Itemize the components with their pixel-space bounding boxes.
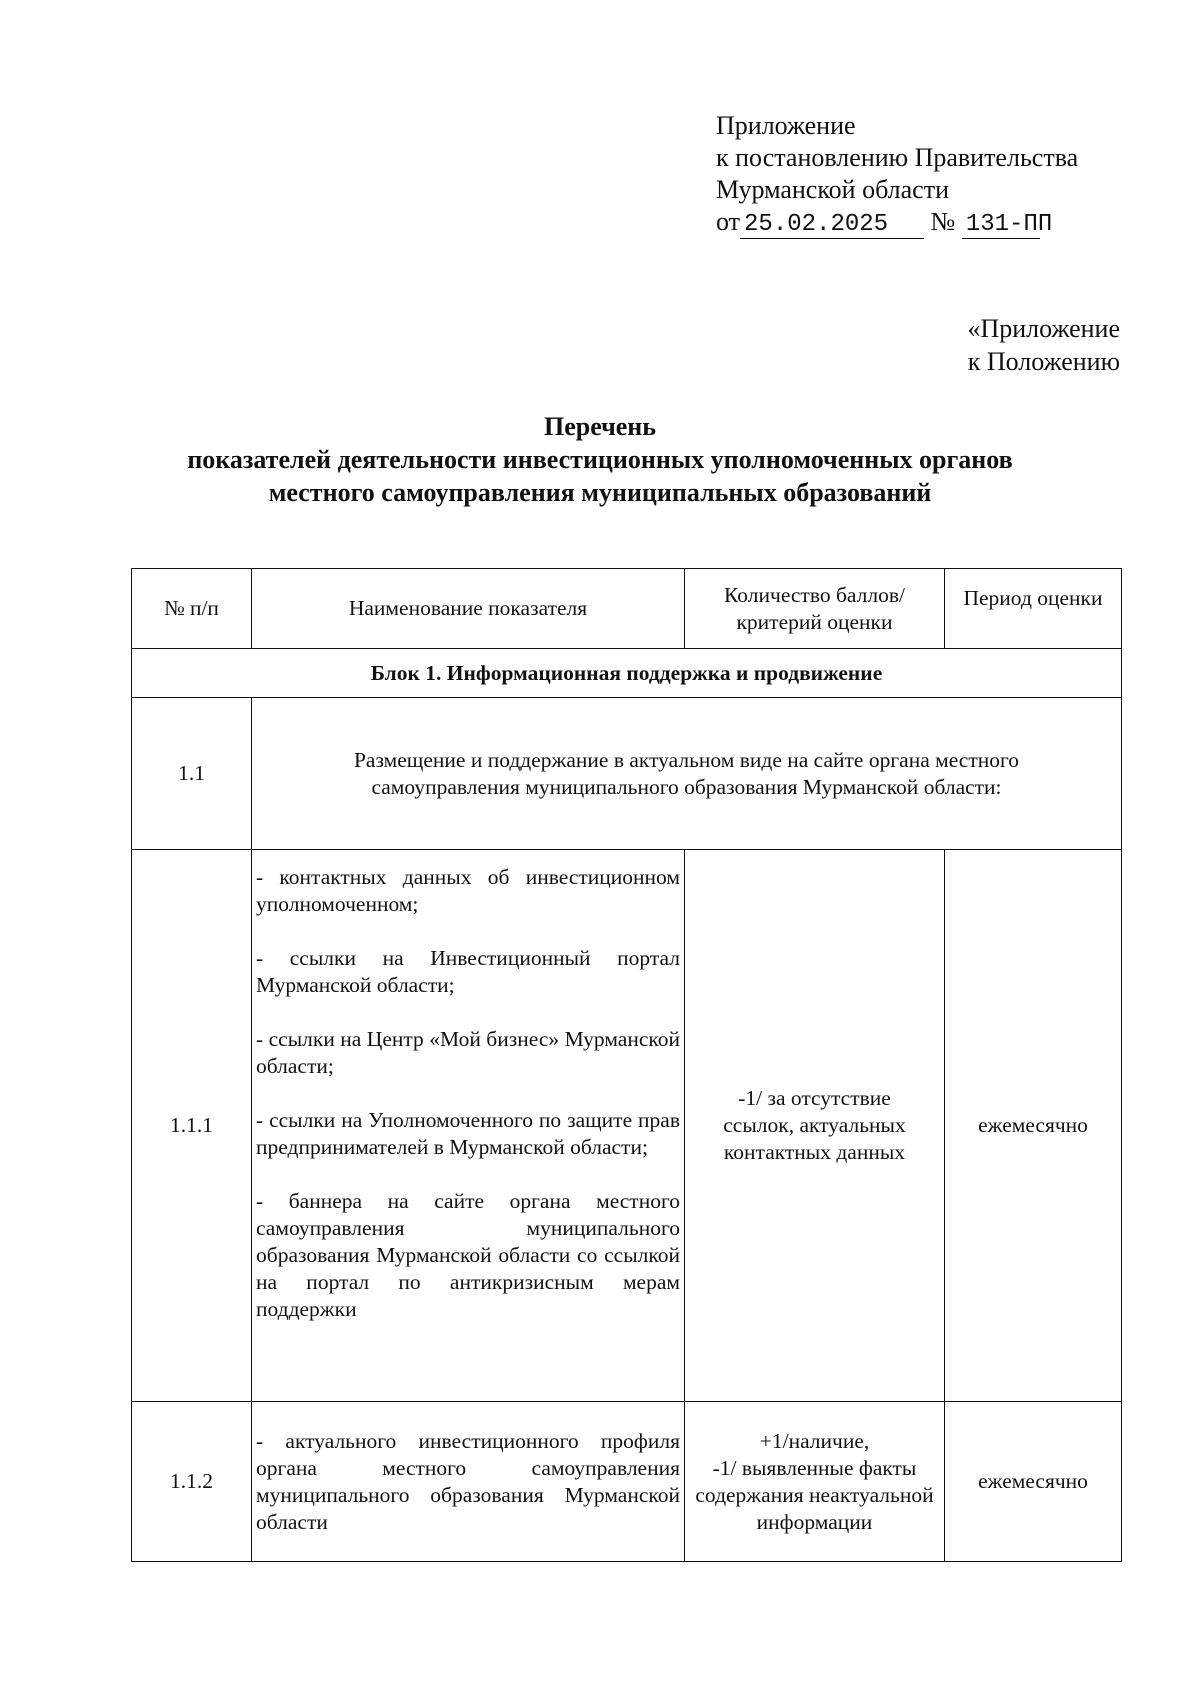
list-item: - ссылки на Инвестиционный портал Мурманской области; [256, 946, 680, 997]
from-prefix: от [716, 207, 741, 236]
resolution-date: 25.02.2025 [740, 212, 924, 239]
row-description [252, 850, 685, 1402]
header-num: № п/п [132, 569, 252, 649]
list-item: - баннера на сайте органа местного самоуправления муниципального образования Мурманской области со ссылкой на портал по антикризисным мерам поддержки [256, 1189, 680, 1321]
row-score [685, 1402, 945, 1562]
header-name: Наименование показателя [252, 569, 685, 649]
title-line-1: Перечень [543, 412, 657, 441]
number-sign: № [930, 207, 956, 236]
table-row [132, 850, 1122, 1402]
header-period: Период оценки [945, 569, 1122, 649]
score-line-2: -1/ выявленные факты содержания неактуальной информации [695, 1455, 934, 1534]
row-period: ежемесячно [945, 1402, 1122, 1562]
header-line-2: к постановлению Правительства [716, 143, 1079, 172]
list-item: - ссылки на Уполномоченного по защите прав предпринимателей в Мурманской области; [256, 1108, 680, 1159]
list-item: - ссылки на Центр «Мой бизнес» Мурманской области; [256, 1027, 680, 1078]
annex-line-1: «Приложение [967, 314, 1120, 343]
header-score: Количество баллов/ критерий оценки [685, 569, 945, 649]
row-number: 1.1.1 [132, 850, 252, 1402]
block-1-title: Блок 1. Информационная поддержка и продвижение [132, 649, 1122, 698]
table-row [132, 698, 1122, 850]
block-row [132, 649, 1122, 698]
title-line-2: показателей деятельности инвестиционных уполномоченных органов [187, 445, 1013, 474]
row-period: ежемесячно [945, 850, 1122, 1402]
row-description: - актуального инвестиционного профиля органа местного самоуправления муниципального образования Мурманской области [252, 1402, 685, 1562]
annex-line-2: к Положению [967, 347, 1120, 376]
row-score: -1/ за отсутствие ссылок, актуальных контактных данных [685, 850, 945, 1402]
approval-header [716, 110, 1078, 239]
title-line-3: местного самоуправления муниципальных образований [268, 478, 932, 507]
row-description: Размещение и поддержание в актуальном виде на сайте органа местного самоуправления муниципального образования Мурманской области: [252, 698, 1122, 850]
resolution-number: 131-ПП [962, 212, 1040, 239]
list-item: - контактных данных об инвестиционном уполномоченном; [256, 865, 680, 916]
table-header-row [132, 569, 1122, 649]
row-number: 1.1.2 [132, 1402, 252, 1562]
header-line-1: Приложение [716, 111, 856, 140]
annex-header [967, 312, 1120, 378]
table-row [132, 1402, 1122, 1562]
row-number: 1.1 [132, 698, 252, 850]
score-line-1: +1/наличие, [759, 1428, 870, 1453]
header-date-line [716, 206, 1078, 239]
header-line-3: Мурманской области [716, 175, 949, 204]
document-title [0, 410, 1200, 509]
indicators-table [131, 568, 1122, 1562]
